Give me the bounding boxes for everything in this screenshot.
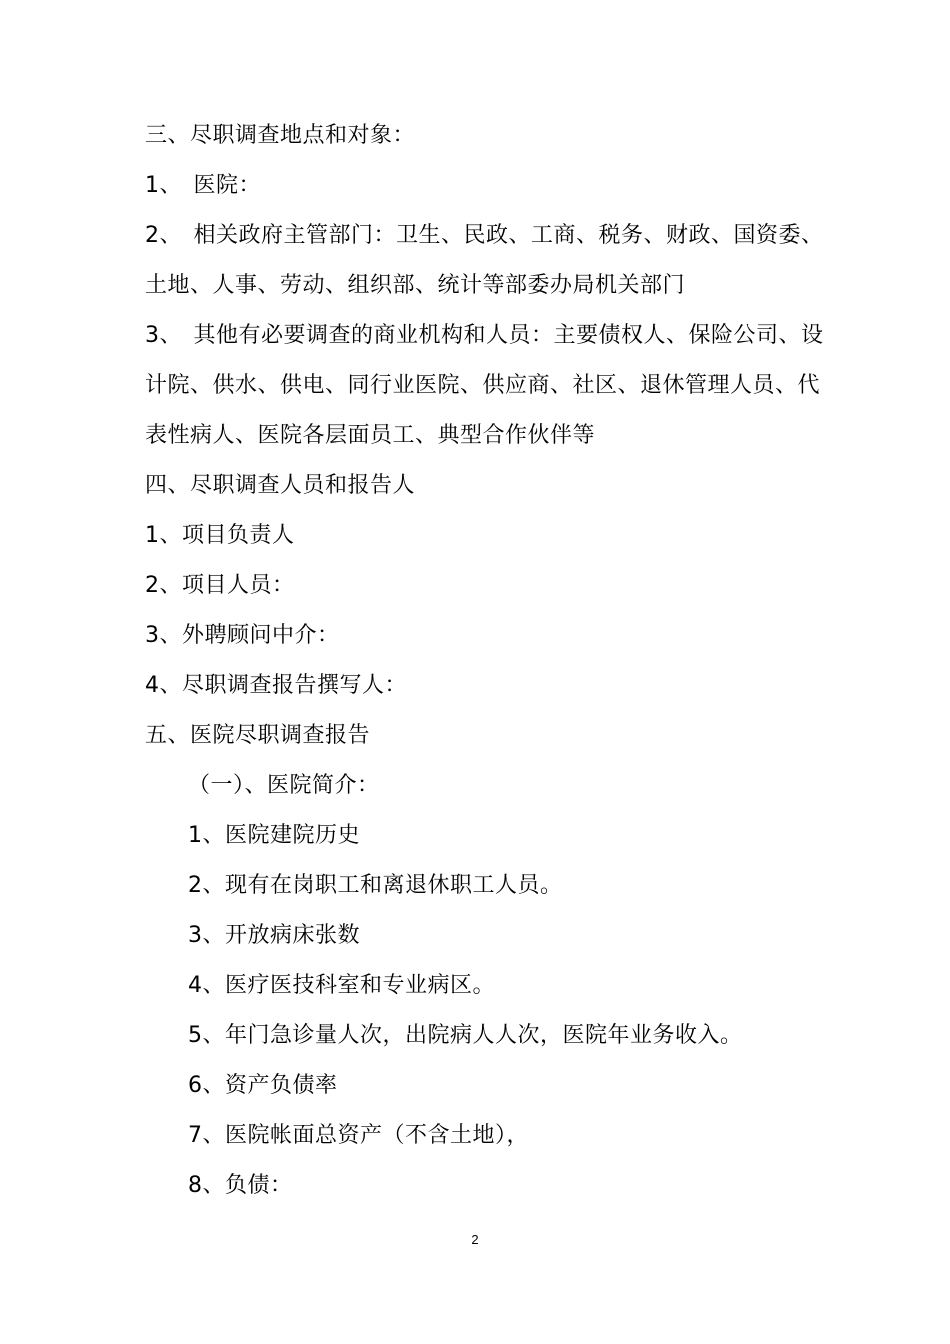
subsection-heading: （一）、医院简介： [188,773,380,798]
section-heading-5: 五、医院尽职调查报告 [145,723,371,748]
section-heading-4: 四、尽职调查人员和报告人 [145,473,416,498]
list-item: 3、外聘顾问中介： [145,623,340,648]
list-item: 3、开放病床张数 [188,923,360,948]
list-item: 3、 其他有必要调查的商业机构和人员：主要债权人、保险公司、设 [145,323,824,348]
list-item: 5、年门急诊量人次，出院病人人次，医院年业务收入。 [188,1023,743,1048]
list-item: 4、尽职调查报告撰写人： [145,673,407,698]
list-item: 1、医院建院历史 [188,823,360,848]
list-item-continuation: 表性病人、医院各层面员工、典型合作伙伴等 [145,423,596,448]
list-item: 4、医疗医技科室和专业病区。 [188,973,495,998]
list-item: 2、项目人员： [145,573,295,598]
list-item: 7、医院帐面总资产（不含土地）， [188,1123,529,1148]
list-item: 2、现有在岗职工和离退休职工人员。 [188,873,563,898]
list-item-continuation: 土地、人事、劳动、组织部、统计等部委办局机关部门 [145,273,686,298]
list-item: 1、项目负责人 [145,523,295,548]
list-item: 2、 相关政府主管部门：卫生、民政、工商、税务、财政、国资委、 [145,223,824,248]
list-item: 6、资产负债率 [188,1073,338,1098]
list-item: 8、负债： [188,1173,293,1198]
page-number: 2 [471,1232,479,1247]
list-item-continuation: 计院、供水、供电、同行业医院、供应商、社区、退休管理人员、代 [145,373,821,398]
list-item: 1、 医院： [145,173,261,198]
section-heading-3: 三、尽职调查地点和对象： [145,123,416,148]
